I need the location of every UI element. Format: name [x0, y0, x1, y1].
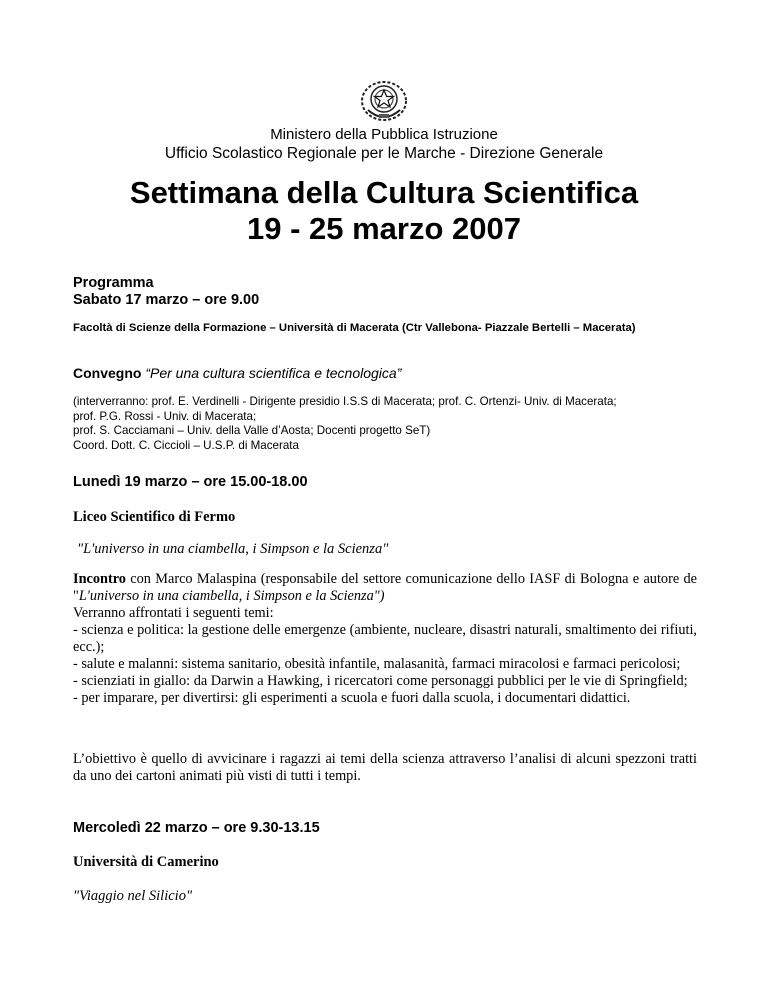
- page-subtitle-dates: 19 - 25 marzo 2007: [246, 211, 521, 246]
- incontro-label: Incontro: [73, 571, 126, 587]
- mercoledi-quote: "Viaggio nel Silicio": [73, 888, 193, 904]
- tema-item: - salute e malanni: sistema sanitario, obesità infantile, malasanità, farmaci miracolosi e farmaci pericolosi;: [73, 656, 681, 672]
- incontro-title: L'universo in una ciambella, i Simpson e la Scienza"): [78, 588, 385, 604]
- temi-intro: Verranno affrontati i seguenti temi:: [73, 605, 274, 621]
- convegno-title: “Per una cultura scientifica e tecnologica”: [145, 365, 402, 381]
- italian-republic-emblem-icon: [360, 80, 408, 122]
- tema-item: - per imparare, per divertirsi: gli esperimenti a scuola e fuori dalla scuola, i documentari didattici.: [73, 690, 631, 706]
- programma-location: Facoltà di Scienze della Formazione – Università di Macerata (Ctr Vallebona- Piazzale Bertelli – Macerata): [73, 322, 636, 334]
- lunedi-date: Lunedì 19 marzo – ore 15.00-18.00: [73, 474, 308, 490]
- programma-heading: Programma: [73, 275, 154, 291]
- convegno-line: [73, 365, 697, 382]
- obiettivo-paragraph: L’obiettivo è quello di avvicinare i ragazzi ai temi della scienza attraverso l’analisi di alcuni spezzoni tratti da uno dei cartoni animati più visti di tutti i tempi.: [73, 751, 697, 784]
- convegno-label: Convegno: [73, 365, 142, 381]
- header-office: Ufficio Scolastico Regionale per le Marche - Direzione Generale: [164, 145, 604, 162]
- header-ministry: Ministero della Pubblica Istruzione: [270, 126, 498, 143]
- tema-item: - scienziati in giallo: da Darwin a Hawking, i ricercatori come personaggi pubblici per le vie di Springfield;: [73, 673, 688, 689]
- temi-block: [73, 605, 697, 707]
- speaker-line: prof. P.G. Rossi - Univ. di Macerata;: [73, 409, 257, 423]
- programma-date: Sabato 17 marzo – ore 9.00: [73, 292, 260, 308]
- mercoledi-school: Università di Camerino: [73, 854, 219, 870]
- lunedi-quote: "L'universo in una ciambella, i Simpson e la Scienza": [77, 541, 389, 557]
- mercoledi-date: Mercoledì 22 marzo – ore 9.30-13.15: [73, 820, 320, 836]
- speaker-line: prof. S. Cacciamani – Univ. della Valle d’Aosta; Docenti progetto SeT): [73, 424, 431, 437]
- lunedi-incontro: [73, 571, 697, 605]
- speaker-line: Coord. Dott. C. Ciccioli – U.S.P. di Macerata: [73, 438, 299, 452]
- speaker-line: (interverranno: prof. E. Verdinelli - Dirigente presidio I.S.S di Macerata; prof. C. Ortenzi- Univ. di Macerata;: [73, 395, 617, 408]
- speakers-list: [73, 395, 697, 453]
- lunedi-school: Liceo Scientifico di Fermo: [73, 509, 236, 525]
- tema-item: - scienza e politica: la gestione delle emergenze (ambiente, nucleare, disastri naturali, smaltimento dei rifiuti, ecc.);: [73, 622, 697, 655]
- page-title: Settimana della Cultura Scientifica: [129, 175, 639, 210]
- incontro-text: con Marco Malaspina (responsabile del settore comunicazione dello IASF di Bologna e autore de ": [73, 571, 698, 604]
